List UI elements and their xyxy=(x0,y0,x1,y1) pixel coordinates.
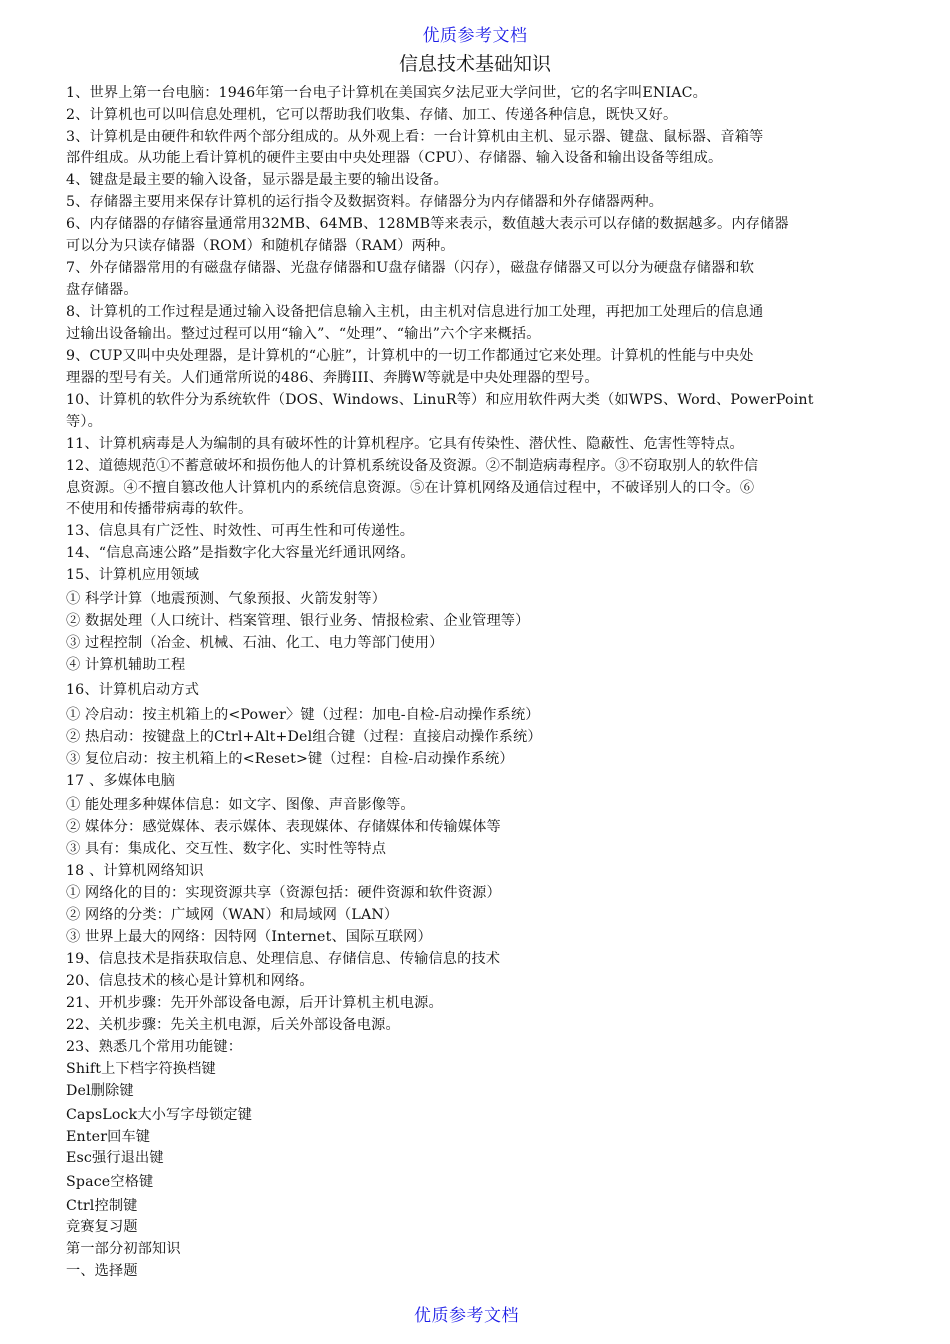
text-line: CapsLock大小写字母锁定键 xyxy=(66,1107,253,1123)
text-line: 18 、计算机网络知识 xyxy=(66,863,204,879)
document-title: 信息技术基础知识 xyxy=(398,53,551,75)
list-item: ② 数据处理（人口统计、档案管理、银行业务、情报检索、企业管理等） xyxy=(66,613,530,629)
text-line: 过输出设备输出。整过过程可以用“输入”、“处理”、“输出”六个字来概括。 xyxy=(66,326,541,342)
page-footer: 优质参考文档 xyxy=(414,1306,519,1326)
text-line: 11、计算机病毒是人为编制的具有破坏性的计算机程序。它具有传染性、潜伏性、隐蔽性、危害性等特点。 xyxy=(66,436,744,452)
text-line: 14、“信息高速公路”是指数字化大容量光纤通讯网络。 xyxy=(66,545,415,561)
text-line: 20、信息技术的核心是计算机和网络。 xyxy=(66,973,314,989)
text-line: Ctrl控制键 xyxy=(66,1198,138,1214)
list-item: ③ 具有：集成化、交互性、数字化、实时性等特点 xyxy=(66,841,387,857)
text-line: 3、计算机是由硬件和软件两个部分组成的。从外观上看：一台计算机由主机、显示器、键盘、鼠标器、音箱等 xyxy=(66,129,764,145)
text-line: 不使用和传播带病毒的软件。 xyxy=(66,501,253,517)
text-line: 第一部分初部知识 xyxy=(66,1241,181,1257)
text-line: 10、计算机的软件分为系统软件（DOS、Windows、LinuR等）和应用软件两大类（如WPS、Word、PowerPoint xyxy=(66,392,814,408)
list-item: ② 网络的分类：广域网（WAN）和局域网（LAN） xyxy=(66,907,399,923)
text-line: 5、存储器主要用来保存计算机的运行指令及数据资料。存储器分为内存储器和外存储器两种。 xyxy=(66,194,664,210)
text-line: 12、道德规范①不蓄意破坏和损伤他人的计算机系统设备及资源。②不制造病毒程序。③不窃取别人的软件信 xyxy=(66,458,759,474)
text-line: 理器的型号有关。人们通常所说的486、奔腾III、奔腾W等就是中央处理器的型号。 xyxy=(66,370,599,386)
text-line: 19、信息技术是指获取信息、处理信息、存储信息、传输信息的技术 xyxy=(66,951,501,967)
list-item: ① 能处理多种媒体信息：如文字、图像、声音影像等。 xyxy=(66,797,415,813)
list-item: ② 媒体分：感觉媒体、表示媒体、表现媒体、存储媒体和传输媒体等 xyxy=(66,819,501,835)
text-line: 21、开机步骤：先开外部设备电源，后开计算机主机电源。 xyxy=(66,995,443,1011)
list-item: ③ 过程控制（冶金、机械、石油、化工、电力等部门使用） xyxy=(66,635,444,651)
text-line: 13、信息具有广泛性、时效性、可再生性和可传递性。 xyxy=(66,523,415,539)
text-line: 盘存储器。 xyxy=(66,282,138,298)
text-line: 一、选择题 xyxy=(66,1263,138,1279)
text-line: 9、CUP又叫中央处理器，是计算机的“心脏”，计算机中的一切工作都通过它来处理。计算机的性能与中央处 xyxy=(66,348,754,364)
list-item: ① 科学计算（地震预测、气象预报、火箭发射等） xyxy=(66,591,387,607)
text-line: Enter回车键 xyxy=(66,1129,151,1145)
text-line: 22、关机步骤：先关主机电源，后关外部设备电源。 xyxy=(66,1017,400,1033)
list-item: ③ 世界上最大的网络：因特网（Internet、国际互联网） xyxy=(66,929,432,945)
text-line: 7、外存储器常用的有磁盘存储器、光盘存储器和U盘存储器（闪存），磁盘存储器又可以分为硬盘存储器和软 xyxy=(66,260,755,276)
text-line: 16、计算机启动方式 xyxy=(66,682,200,698)
text-line: 等）。 xyxy=(66,414,102,430)
text-line: Del删除键 xyxy=(66,1083,134,1099)
text-line: 1、世界上第一台电脑：1946年第一台电子计算机在美国宾夕法尼亚大学问世，它的名字叫ENIAC。 xyxy=(66,85,707,101)
text-line: 8、计算机的工作过程是通过输入设备把信息输入主机，由主机对信息进行加工处理，再把加工处理后的信息通 xyxy=(66,304,764,320)
text-line: Shift上下档字符换档键 xyxy=(66,1061,216,1077)
text-line: 17 、多媒体电脑 xyxy=(66,773,176,789)
text-line: 23、熟悉几个常用功能键： xyxy=(66,1039,243,1055)
page-header: 优质参考文档 xyxy=(422,26,528,46)
list-item: ② 热启动：按键盘上的Ctrl+Alt+Del组合键（过程：直接启动操作系统） xyxy=(66,729,542,745)
text-line: 2、计算机也可以叫信息处理机，它可以帮助我们收集、存储、加工、传递各种信息，既快又好。 xyxy=(66,107,678,123)
text-line: 竞赛复习题 xyxy=(66,1219,138,1235)
text-line: Esc强行退出键 xyxy=(66,1150,164,1166)
list-item: ① 网络化的目的：实现资源共享（资源包括：硬件资源和软件资源） xyxy=(66,885,501,901)
text-line: 15、计算机应用领域 xyxy=(66,567,200,583)
text-line: 可以分为只读存储器（ROM）和随机存储器（RAM）两种。 xyxy=(66,238,455,254)
text-line: 6、内存储器的存储容量通常用32MB、64MB、128MB等来表示，数值越大表示可以存储的数据越多。内存储器 xyxy=(66,216,789,232)
list-item: ④ 计算机辅助工程 xyxy=(66,657,186,673)
list-item: ① 冷启动：按主机箱上的<Power〉键（过程：加电-自检-启动操作系统） xyxy=(66,707,540,723)
list-item: ③ 复位启动：按主机箱上的<Reset>键（过程：自检-启动操作系统） xyxy=(66,751,514,767)
text-line: 息资源。④不擅自篡改他人计算机内的系统信息资源。⑤在计算机网络及通信过程中，不破译别人的口令。⑥ xyxy=(66,480,755,496)
text-line: Space空格键 xyxy=(66,1174,154,1190)
text-line: 部件组成。从功能上看计算机的硬件主要由中央处理器（CPU）、存储器、输入设备和输出设备等组成。 xyxy=(66,150,723,166)
text-line: 4、键盘是最主要的输入设备，显示器是最主要的输出设备。 xyxy=(66,172,448,188)
